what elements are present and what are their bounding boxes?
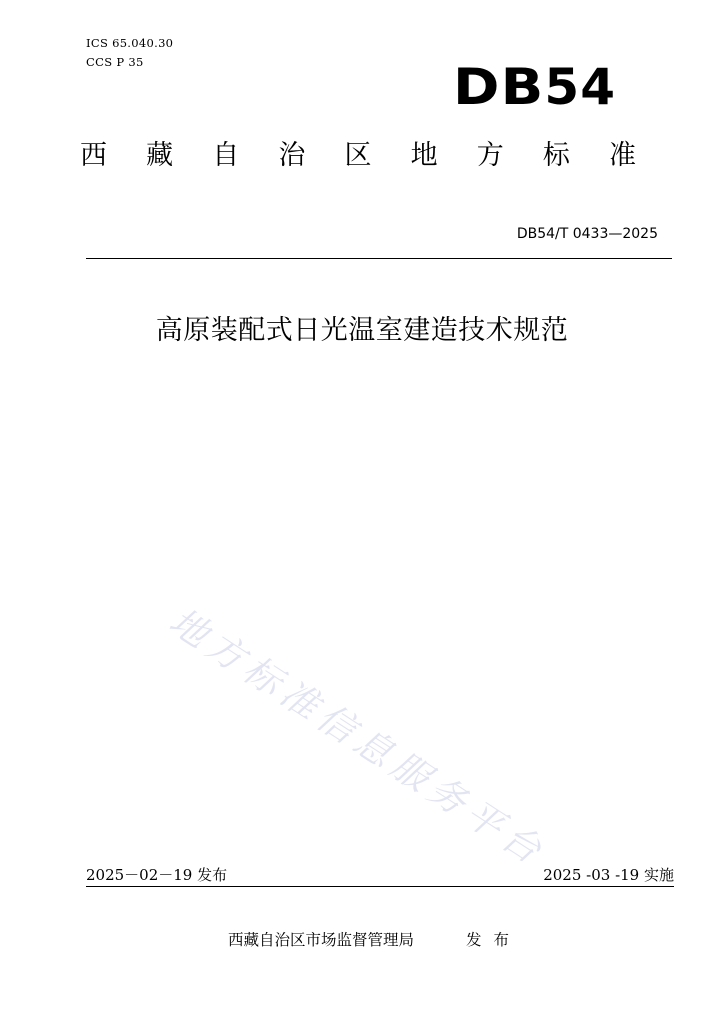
standard-type-char: 自 (212, 140, 240, 171)
standard-type-char: 标 (542, 140, 570, 171)
standard-type-char: 地 (410, 140, 438, 171)
standard-type-char: 藏 (146, 140, 174, 171)
document-title: 高原装配式日光温室建造技术规范 (155, 315, 569, 346)
ics-code: ICS 65.040.30 (86, 36, 174, 50)
standard-type-char: 方 (476, 140, 504, 171)
publish-label: 发布 (466, 931, 522, 949)
standard-type-heading (80, 142, 636, 169)
issue-date: 2025－02－19 发布 (86, 866, 228, 884)
db-logo (452, 58, 616, 116)
implementation-date: 2025 -03 -19 实施 (543, 866, 674, 884)
bottom-divider (86, 886, 674, 887)
watermark: 地方标准信息服务平台 (161, 599, 555, 876)
ccs-code: CCS P 35 (86, 55, 144, 69)
top-divider (86, 258, 672, 259)
standard-type-char: 区 (344, 140, 372, 171)
standard-number: DB54/T 0433—2025 (516, 226, 658, 242)
publisher-name: 西藏自治区市场监督管理局 (228, 931, 415, 949)
standard-type-char: 治 (278, 140, 306, 171)
db-logo-letters: DB (452, 58, 545, 116)
standard-type-char: 西 (80, 140, 107, 171)
standard-type-char: 准 (609, 140, 636, 171)
db-logo-number: 54 (544, 58, 616, 116)
